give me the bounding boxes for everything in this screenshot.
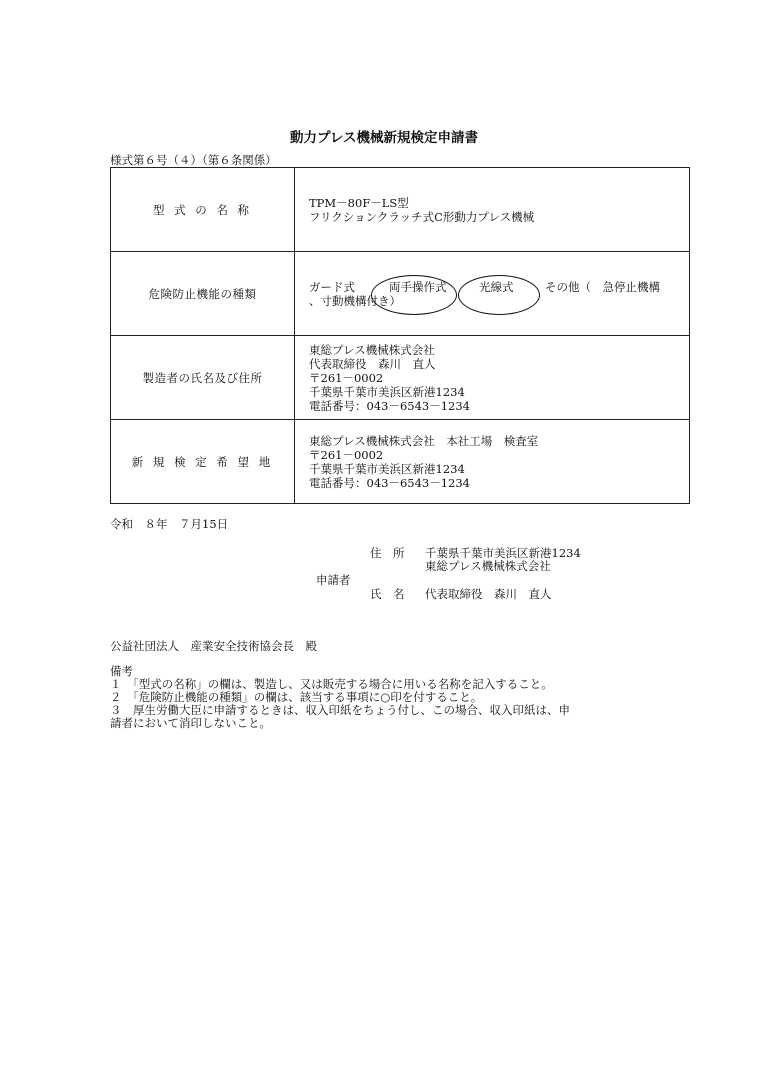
- application-table: [110, 167, 690, 504]
- row-safety-function: [111, 252, 690, 336]
- location-line: 電話番号：043－6543－1234: [309, 475, 470, 490]
- value-model-name: [295, 168, 690, 252]
- model-line: TPM－80F－LS型: [309, 195, 409, 210]
- value-inspection-location: [295, 420, 690, 504]
- safety-continuation: 、寸動機構付き）: [309, 293, 401, 308]
- label-safety-function: 危険防止機能の種類: [111, 252, 295, 336]
- document-title: 動力プレス機械新規検定申請書: [289, 130, 479, 146]
- applicant-company: 東総プレス機械株式会社: [425, 559, 551, 573]
- location-line: 〒261－0002: [309, 447, 384, 462]
- option-other: その他（ 急停止機構: [545, 279, 660, 294]
- address-label: 住 所: [370, 546, 405, 560]
- label-model-name: 型 式 の 名 称: [111, 168, 295, 252]
- location-line: 千葉県千葉市美浜区新港1234: [309, 461, 465, 476]
- value-safety-function: [295, 252, 690, 336]
- notes-section: [110, 665, 690, 730]
- option-two-hand: 両手操作式: [389, 279, 447, 294]
- label-inspection-location: 新 規 検 定 希 望 地: [111, 420, 295, 504]
- applicant-name: 代表取締役 森川 直人: [425, 587, 552, 601]
- option-guard: ガード式: [309, 279, 355, 294]
- applicant-heading: 申請者: [316, 573, 351, 587]
- location-line: 東総プレス機械株式会社 本社工場 検査室: [309, 433, 539, 448]
- row-manufacturer: [111, 336, 690, 420]
- manufacturer-line: 千葉県千葉市美浜区新港1234: [309, 384, 465, 399]
- addressee: 公益社団法人 産業安全技術協会長 殿: [110, 639, 317, 653]
- note-item: １ 「型式の名称」の欄は、製造し、又は販売する場合に用いる名称を記入すること。: [110, 677, 553, 691]
- label-manufacturer: 製造者の氏名及び住所: [111, 336, 295, 420]
- option-light-curtain: 光線式: [479, 279, 514, 294]
- model-line: フリクションクラッチ式C形動力プレス機械: [309, 209, 535, 224]
- row-inspection-location: [111, 420, 690, 504]
- application-date: 令和 ８年 ７月15日: [110, 517, 229, 531]
- applicant-address: 千葉県千葉市美浜区新港1234: [425, 546, 581, 560]
- manufacturer-line: 代表取締役 森川 直人: [309, 356, 436, 371]
- circle-mark-two-hand: [371, 275, 457, 315]
- manufacturer-line: 〒261－0002: [309, 370, 384, 385]
- note-item: ３ 厚生労働大臣に申請するときは、収入印紙をちょう付し、この場合、収入印紙は、申: [110, 703, 570, 717]
- note-item: ２ 「危険防止機能の種類」の欄は、該当する事項に○印を付すること。: [110, 690, 483, 704]
- row-model-name: [111, 168, 690, 252]
- name-label: 氏 名: [370, 587, 405, 601]
- note-item-continued: 請者において消印しないこと。: [110, 716, 271, 730]
- circle-mark-light-curtain: [458, 275, 540, 315]
- manufacturer-line: 電話番号：043－6543－1234: [309, 398, 470, 413]
- notes-heading: 備考: [110, 664, 133, 678]
- form-number: 様式第６号（４）（第６条関係）: [110, 153, 277, 167]
- value-manufacturer: [295, 336, 690, 420]
- manufacturer-line: 東総プレス機械株式会社: [309, 342, 435, 357]
